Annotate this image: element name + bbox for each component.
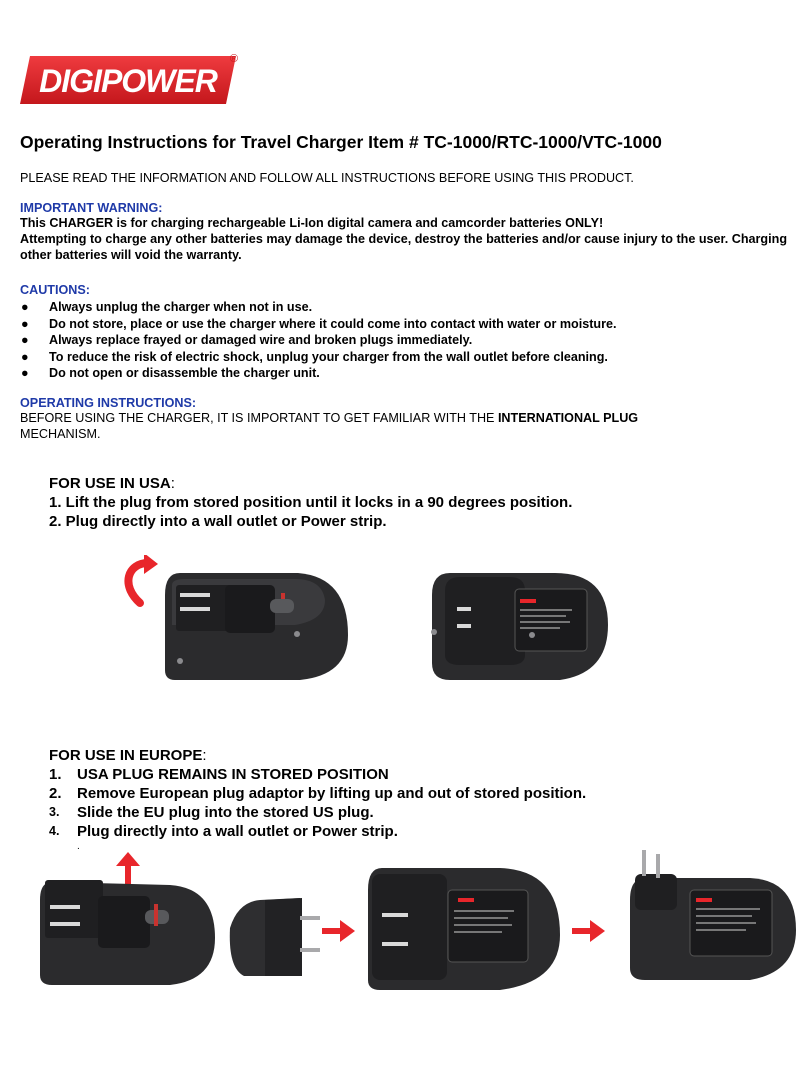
logo-text: DIGIPOWER	[39, 63, 217, 99]
charger-raised-photo	[431, 573, 608, 680]
charger-eu-inserted-photo	[368, 868, 560, 990]
usa-heading: FOR USE IN USA:	[49, 475, 175, 492]
europe-step: 4. Plug directly into a wall outlet or Power strip.	[49, 823, 398, 840]
charger-folded-photo-eu	[40, 880, 215, 985]
digipower-logo	[20, 50, 240, 110]
bullet-icon: ●	[21, 316, 29, 331]
europe-heading: FOR USE IN EUROPE:	[49, 747, 207, 764]
bullet-icon: ●	[21, 333, 29, 348]
europe-steps	[49, 765, 769, 841]
operating-heading: OPERATING INSTRUCTIONS:	[20, 396, 197, 410]
warning-section	[20, 201, 790, 263]
intro-text: PLEASE READ THE INFORMATION AND FOLLOW ALL INSTRUCTIONS BEFORE USING THIS PRODUCT.	[20, 171, 634, 185]
cautions-heading: CAUTIONS:	[20, 283, 90, 297]
right-arrow-icon	[322, 920, 355, 942]
caution-item: ● Always replace frayed or damaged wire and broken plugs immediately.	[21, 333, 473, 348]
curved-arrow-head	[144, 555, 158, 574]
usa-step-2: 2. Plug directly into a wall outlet or Power strip.	[49, 513, 387, 530]
cautions-section	[20, 283, 790, 382]
bullet-icon: ●	[21, 300, 29, 314]
europe-section	[49, 746, 769, 853]
europe-step: 2. Remove European plug adaptor by lifting up and out of stored position.	[49, 785, 587, 802]
usa-step-1: 1. Lift the plug from stored position until it locks in a 90 degrees position.	[49, 494, 573, 511]
caution-item: ● Do not open or disassemble the charger unit.	[21, 366, 320, 381]
stray-dot: .	[77, 841, 80, 852]
logo-registered: ®	[229, 53, 238, 65]
bullet-icon: ●	[21, 366, 29, 381]
eu-plug-adaptor-photo	[230, 898, 320, 976]
europe-illustrations	[30, 850, 800, 1000]
caution-item: ● Always unplug the charger when not in use.	[21, 300, 313, 314]
bullet-icon: ●	[21, 349, 29, 364]
warning-heading: IMPORTANT WARNING:	[20, 201, 163, 215]
warning-line-1: This CHARGER is for charging rechargeable Li-Ion digital camera and camcorder batteries ONLY!	[20, 216, 604, 230]
operating-section	[20, 396, 800, 442]
page-title: Operating Instructions for Travel Charger Item # TC-1000/RTC-1000/VTC-1000	[20, 132, 662, 152]
usa-section	[49, 474, 769, 531]
cautions-list	[20, 299, 790, 382]
right-arrow-icon	[572, 920, 605, 942]
europe-step: 1. USA PLUG REMAINS IN STORED POSITION	[49, 766, 389, 783]
usa-illustrations	[110, 555, 610, 690]
operating-body: BEFORE USING THE CHARGER, IT IS IMPORTANT TO GET FAMILIAR WITH THE INTERNATIONAL PLUG MECHANISM.	[20, 411, 639, 441]
warning-line-2: Attempting to charge any other batteries may damage the device, destroy the batteries and/or cause injury to the user. Charging other batteries will void the warranty.	[20, 232, 788, 262]
europe-step: 3. Slide the EU plug into the stored US plug.	[49, 804, 374, 821]
caution-item: ● Do not store, place or use the charger where it could come into contact with water or moisture.	[21, 316, 617, 331]
charger-eu-raised-photo	[630, 850, 796, 980]
charger-folded-photo	[165, 573, 348, 680]
caution-item: ● To reduce the risk of electric shock, unplug your charger from the wall outlet before cleaning.	[21, 349, 608, 364]
